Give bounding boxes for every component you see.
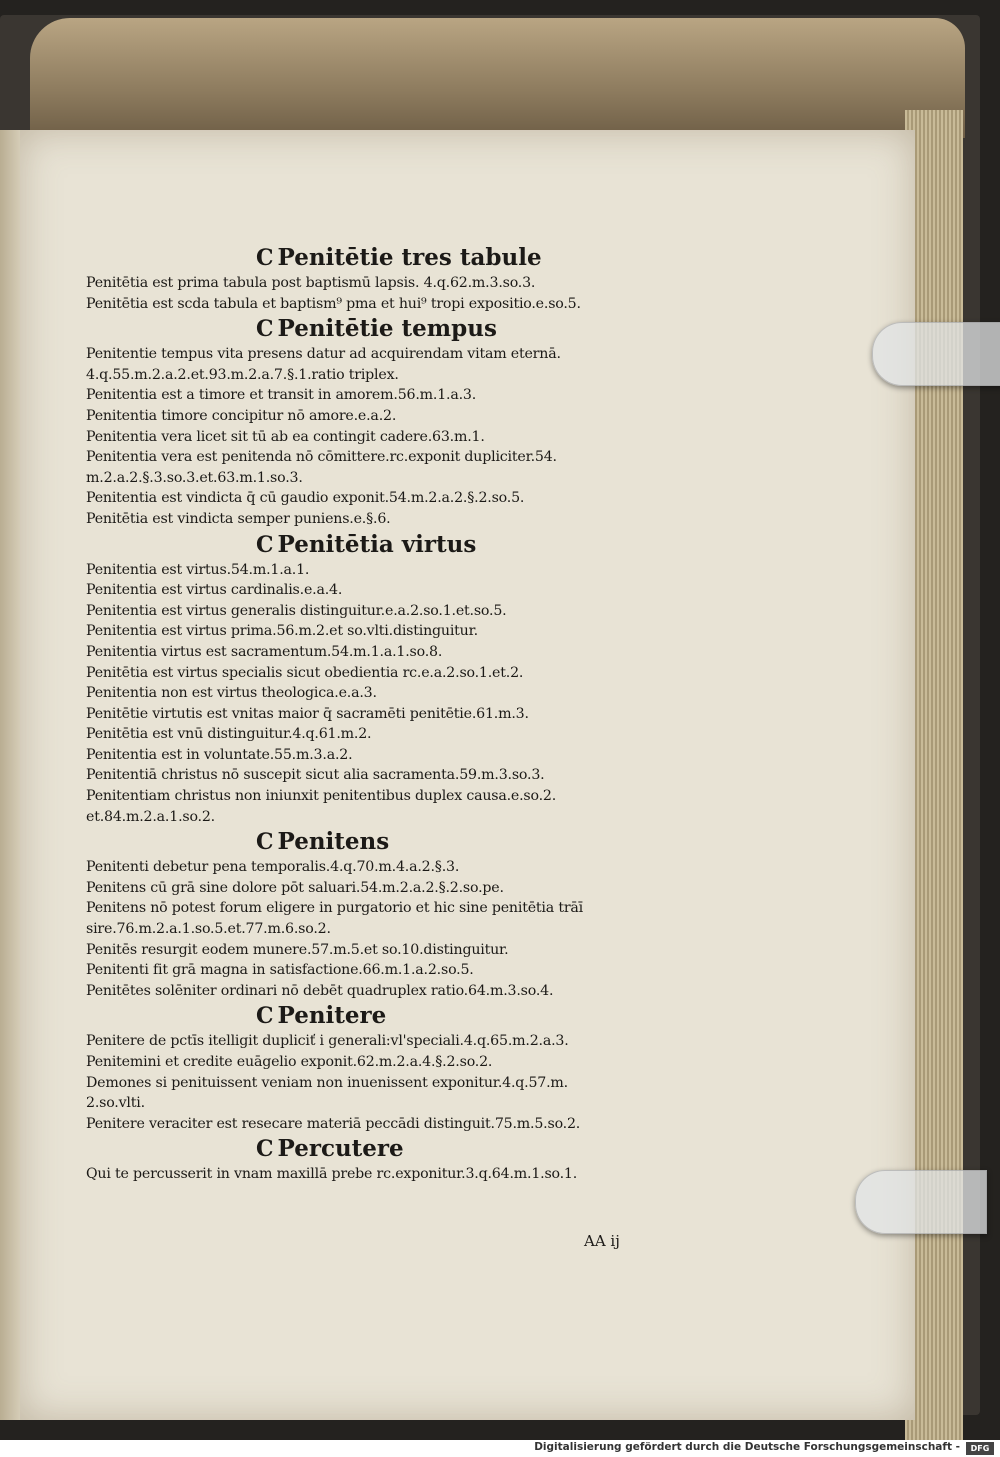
- signature-mark: AA ij: [584, 1232, 620, 1250]
- index-entry: Penitenti debetur pena temporalis.4.q.70.m.4.a.2.§.3.: [86, 859, 460, 876]
- section-heading: [86, 1001, 716, 1031]
- section-heading: [86, 1134, 716, 1164]
- pilcrow-icon: C: [256, 316, 274, 343]
- index-entry: Penitere veraciter est resecare materiā peccādi distinguit.75.m.5.so.2.: [86, 1115, 581, 1132]
- index-entry: Penitentia est virtus prima.56.m.2.et so.vlti.distinguitur.: [86, 623, 478, 640]
- index-entry: m.2.a.2.§.3.so.3.et.63.m.1.so.3.: [86, 469, 303, 486]
- pilcrow-icon: C: [256, 245, 274, 271]
- index-entry: Penitentia est virtus cardinalis.e.a.4.: [86, 582, 343, 599]
- section-heading: [86, 530, 716, 560]
- index-entry: Penitentie tempus vita presens datur ad acquirendam vitam eternā.: [86, 346, 561, 363]
- section-heading-text: Penitētia virtus: [277, 530, 477, 558]
- index-entry: Penitentia virtus est sacramentum.54.m.1.a.1.so.8.: [86, 643, 443, 660]
- index-entry: Penitētia est scda tabula et baptism⁹ pma et hui⁹ tropi expositio.e.so.5.: [86, 295, 581, 312]
- footer-bar: [0, 1440, 1000, 1457]
- index-entry: Penitentia vera est penitenda nō cōmittere.rc.exponit dupliciter.54.: [86, 449, 557, 466]
- pilcrow-icon: C: [256, 531, 274, 558]
- index-entry: Penitentiam christus non iniunxit penitentibus duplex causa.e.so.2.: [86, 788, 557, 805]
- index-entry: Penitens nō potest forum eligere in purgatorio et hic sine penitētia trāī: [86, 900, 583, 917]
- index-entry: Penitentia est vindicta q̄ cū gaudio exponit.54.m.2.a.2.§.2.so.5.: [86, 490, 525, 507]
- section-heading-text: Penitētie tres tabule: [277, 244, 542, 271]
- index-entry: Penitentia est virtus generalis distinguitur.e.a.2.so.1.et.so.5.: [86, 602, 507, 619]
- section-heading: [86, 243, 716, 273]
- index-entry: Penitētes solēniter ordinari nō debēt quadruplex ratio.64.m.3.so.4.: [86, 982, 554, 999]
- dfg-logo: DFG: [966, 1442, 994, 1455]
- section-heading-text: Penitētie tempus: [277, 315, 497, 343]
- section-heading: [86, 314, 716, 344]
- index-entry: Penitēs resurgit eodem munere.57.m.5.et so.10.distinguitur.: [86, 941, 509, 958]
- index-entry: Penitentia est virtus.54.m.1.a.1.: [86, 561, 310, 578]
- index-entry: Penitentia est a timore et transit in amorem.56.m.1.a.3.: [86, 387, 477, 404]
- index-entry: Penitentia non est virtus theologica.e.a.3.: [86, 685, 377, 702]
- book-clip-bottom: [855, 1170, 987, 1234]
- book-top-edge: [30, 18, 965, 138]
- index-entry: Penitētia est vindicta semper puniens.e.§.6.: [86, 510, 391, 527]
- index-entry: Demones si penituissent veniam non inuenissent exponitur.4.q.57.m.: [86, 1074, 568, 1091]
- index-entry: Penitentia vera licet sit tū ab ea contingit cadere.63.m.1.: [86, 428, 485, 445]
- index-entry: Penitenti fit grā magna in satisfactione.66.m.1.a.2.so.5.: [86, 962, 474, 979]
- index-entry: et.84.m.2.a.1.so.2.: [86, 808, 215, 825]
- page-text: [86, 243, 716, 1185]
- index-entry: Penitemini et credite euāgelio exponit.62.m.2.a.4.§.2.so.2.: [86, 1054, 493, 1070]
- index-entry: 2.so.vlti.: [86, 1095, 145, 1112]
- index-entry: Penitētia est vnū distinguitur.4.q.61.m.2.: [86, 726, 372, 743]
- pilcrow-icon: C: [256, 829, 274, 856]
- index-entry: Penitētia est virtus specialis sicut obedientia rc.e.a.2.so.1.et.2.: [86, 664, 524, 681]
- index-entry: Penitens cū grā sine dolore pōt saluari.54.m.2.a.2.§.2.so.pe.: [86, 879, 504, 896]
- index-entry: Penitentia timore concipitur nō amore.e.a.2.: [86, 407, 397, 424]
- section-heading: [86, 827, 716, 857]
- footer-credit: Digitalisierung gefördert durch die Deutsche Forschungsgemeinschaft -: [534, 1441, 960, 1453]
- index-entry: Penitētie virtutis est vnitas maior q̄ sacramēti penitētie.61.m.3.: [86, 705, 529, 722]
- section-heading-text: Penitens: [277, 828, 390, 856]
- pilcrow-icon: C: [256, 1003, 274, 1030]
- index-entry: Penitere de pctīs itelligit dupliciť i generali:vl'speciali.4.q.65.m.2.a.3.: [86, 1033, 569, 1050]
- index-entry: Qui te percusserit in vnam maxillā prebe rc.exponitur.3.q.64.m.1.so.1.: [86, 1166, 578, 1183]
- pilcrow-icon: C: [256, 1136, 274, 1163]
- index-entry: sire.76.m.2.a.1.so.5.et.77.m.6.so.2.: [86, 921, 331, 938]
- index-entry: Penitentiā christus nō suscepit sicut alia sacramenta.59.m.3.so.3.: [86, 767, 545, 784]
- section-heading-text: Penitere: [277, 1002, 387, 1030]
- index-entry: Penitentia est in voluntate.55.m.3.a.2.: [86, 746, 353, 763]
- index-entry: 4.q.55.m.2.a.2.et.93.m.2.a.7.§.1.ratio triplex.: [86, 366, 399, 383]
- book-clip-top: [872, 322, 1000, 386]
- section-heading-text: Percutere: [277, 1135, 404, 1163]
- index-entry: Penitētia est prima tabula post baptismū lapsis. 4.q.62.m.3.so.3.: [86, 275, 536, 291]
